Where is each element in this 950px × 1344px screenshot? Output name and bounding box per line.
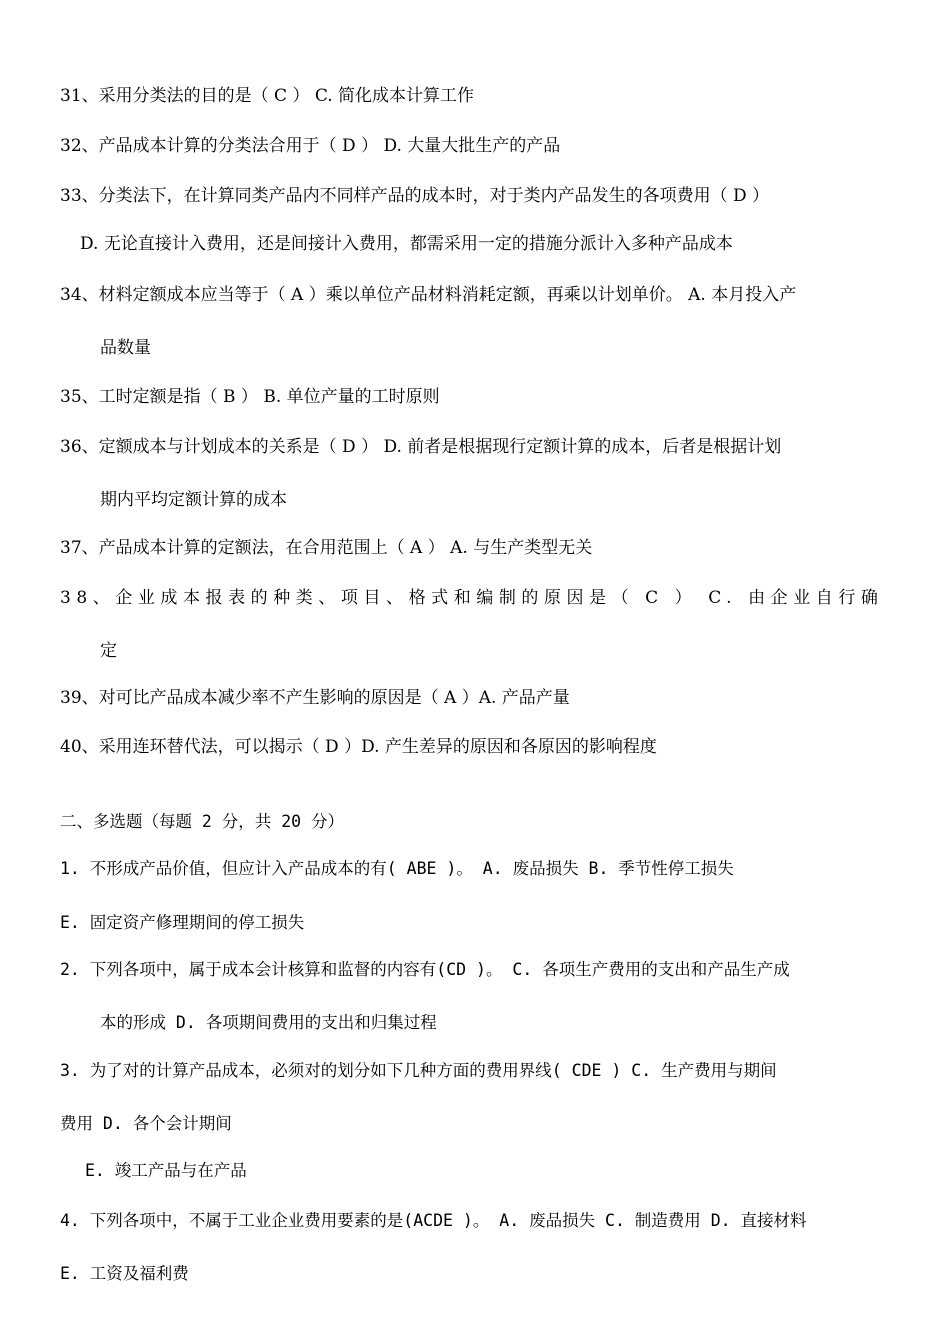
question-33: 33、分类法下，在计算同类产品内不同样产品的成本时，对于类内产品发生的各项费用（ D ） bbox=[60, 186, 770, 206]
question-34-continued: 品数量 bbox=[100, 338, 151, 358]
question-35: 35、工时定额是指（ B ） B. 单位产量的工时原则 bbox=[60, 387, 440, 407]
mc-question-3-option-e: E. 竣工产品与在产品 bbox=[85, 1161, 247, 1180]
question-39: 39、对可比产品成本减少率不产生影响的原因是（ A ）A. 产品产量 bbox=[60, 688, 570, 708]
question-37: 37、产品成本计算的定额法，在合用范围上（ A ） A. 与生产类型无关 bbox=[60, 538, 593, 558]
mc-question-4: 4. 下列各项中，不属于工业企业费用要素的是(ACDE )。 A. 废品损失 C. 制造费用 D. 直接材料 bbox=[60, 1211, 807, 1230]
mc-question-2-continued: 本的形成 D. 各项期间费用的支出和归集过程 bbox=[100, 1013, 437, 1032]
mc-question-4-continued: E. 工资及福利费 bbox=[60, 1264, 189, 1283]
mc-question-1: 1. 不形成产品价值，但应计入产品成本的有( ABE )。 A. 废品损失 B. 季节性停工损失 bbox=[60, 859, 734, 878]
mc-question-1-continued: E. 固定资产修理期间的停工损失 bbox=[60, 913, 305, 932]
question-38: 38、企业成本报表的种类、项目、格式和编制的原因是（ C ） C. 由企业自行确 bbox=[60, 588, 884, 608]
mc-question-3-continued: 费用 D. 各个会计期间 bbox=[60, 1114, 232, 1133]
question-36-continued: 期内平均定额计算的成本 bbox=[100, 490, 287, 510]
question-34: 34、材料定额成本应当等于（ A ）乘以单位产品材料消耗定额，再乘以计划单价。 A. 本月投入产 bbox=[60, 285, 797, 305]
question-31: 31、采用分类法的目的是（ C ） C. 简化成本计算工作 bbox=[60, 86, 475, 106]
mc-question-3: 3. 为了对的计算产品成本，必须对的划分如下几种方面的费用界线( CDE ) C. 生产费用与期间 bbox=[60, 1061, 777, 1080]
question-32: 32、产品成本计算的分类法合用于（ D ） D. 大量大批生产的产品 bbox=[60, 136, 561, 156]
question-36: 36、定额成本与计划成本的关系是（ D ） D. 前者是根据现行定额计算的成本，后者是根据计划 bbox=[60, 437, 782, 457]
mc-question-2: 2. 下列各项中，属于成本会计核算和监督的内容有(CD )。 C. 各项生产费用的支出和产品生产成 bbox=[60, 960, 790, 979]
question-33-answer: D. 无论直接计入费用，还是间接计入费用，都需采用一定的措施分派计入多种产品成本 bbox=[80, 234, 733, 254]
section-heading-multiple-choice: 二、多选题（每题 2 分，共 20 分） bbox=[60, 812, 345, 831]
question-38-continued: 定 bbox=[100, 641, 117, 661]
question-40: 40、采用连环替代法，可以揭示（ D ）D. 产生差异的原因和各原因的影响程度 bbox=[60, 737, 657, 757]
